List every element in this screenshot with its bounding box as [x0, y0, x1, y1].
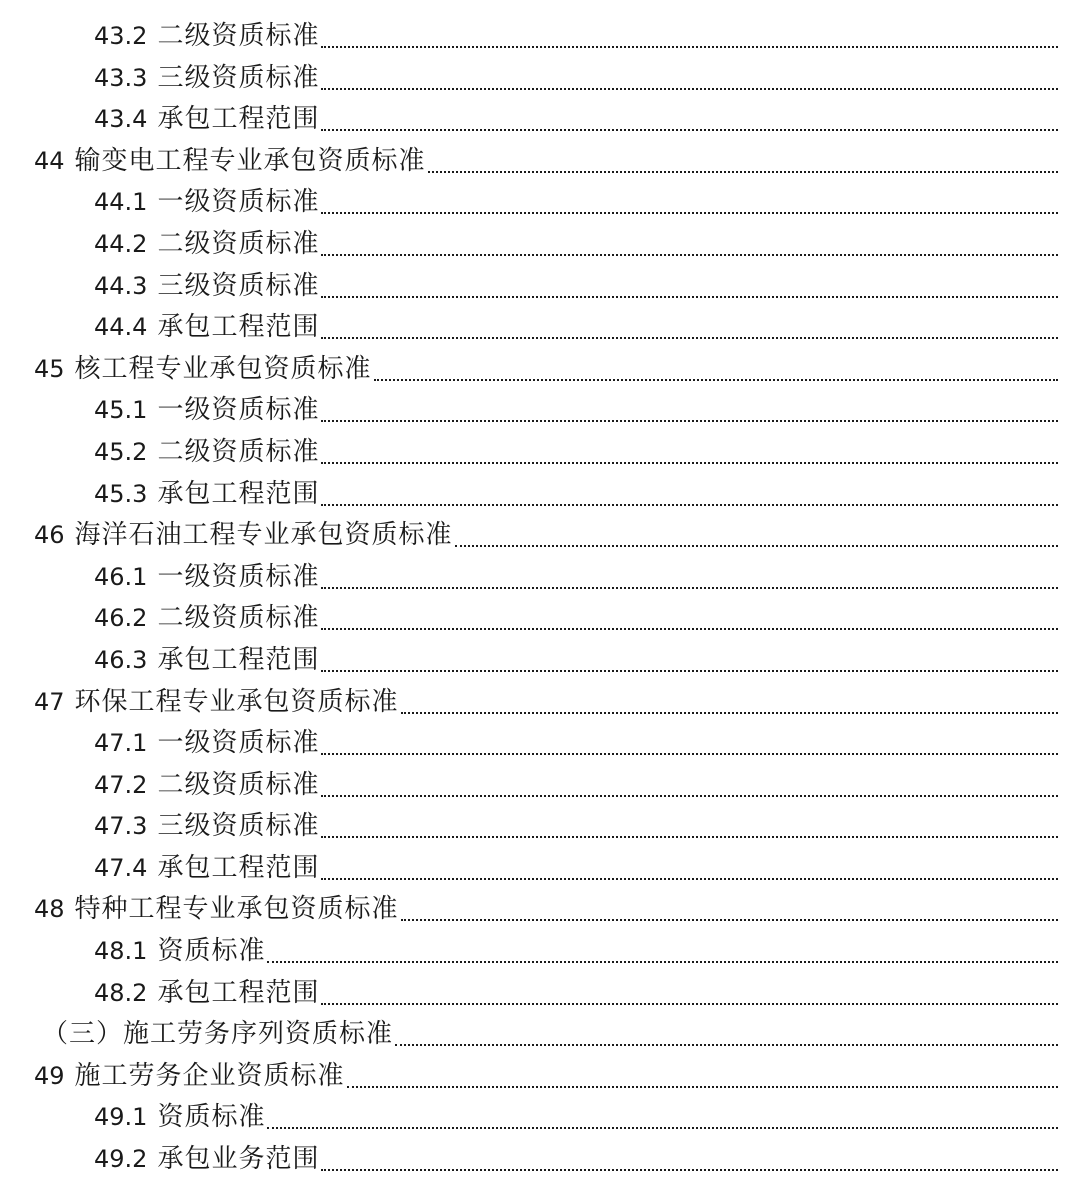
- toc-entry-title: 海洋石油工程专业承包资质标准: [74, 520, 453, 551]
- toc-subsection-entry: [0, 723, 1066, 765]
- dot-leader: [321, 182, 1058, 224]
- toc-entry-number: 48: [34, 895, 65, 924]
- dot-leader: [321, 557, 1058, 599]
- toc-subsection-entry: [0, 307, 1066, 349]
- toc-entry-label: [94, 58, 319, 100]
- toc-entry-title: 二级资质标准: [157, 21, 320, 51]
- dot-leader: [321, 640, 1058, 682]
- toc-entry-number: 47.4: [94, 853, 148, 882]
- toc-subsection-entry: [0, 58, 1066, 100]
- toc-entry-label: [94, 474, 319, 516]
- toc-entry-label: [94, 723, 319, 765]
- toc-entry-title: 一级资质标准: [157, 395, 320, 426]
- toc-entry-title: 三级资质标准: [157, 62, 320, 93]
- dot-leader: [321, 432, 1058, 474]
- toc-entry-title: 承包工程范围: [157, 977, 320, 1008]
- toc-subsection-entry: [0, 1139, 1066, 1181]
- toc-entry-title: 承包业务范围: [157, 1144, 320, 1175]
- toc-entry-label: [94, 806, 319, 848]
- toc-entry-number: 45.1: [94, 396, 148, 425]
- toc-entry-number: 44.1: [94, 188, 148, 217]
- dot-leader: [374, 349, 1058, 391]
- toc-entry-number: 47: [34, 687, 65, 716]
- toc-entry-number: 45.2: [94, 437, 148, 466]
- dot-leader: [321, 806, 1058, 848]
- toc-entry-title: 资质标准: [157, 936, 266, 967]
- toc-subsection-entry: [0, 432, 1066, 474]
- toc-entry-number: 45: [34, 354, 65, 383]
- toc-chapter-entry: [0, 349, 1066, 391]
- toc-subsection-entry: [0, 99, 1066, 141]
- toc-entry-title: 一级资质标准: [157, 187, 320, 218]
- toc-entry-label: [94, 598, 319, 640]
- toc-subsection-entry: [0, 931, 1066, 973]
- toc-entry-label: [94, 432, 319, 474]
- toc-entry-title: 一级资质标准: [157, 561, 320, 592]
- toc-entry-number: 47.1: [94, 729, 148, 758]
- toc-entry-label: [34, 141, 426, 183]
- toc-entry-title: 三级资质标准: [157, 811, 320, 842]
- toc-entry-label: [42, 1014, 393, 1056]
- toc-entry-title: 承包工程范围: [157, 644, 320, 675]
- dot-leader: [401, 889, 1058, 931]
- dot-leader: [267, 1097, 1058, 1139]
- toc-entry-label: [94, 224, 319, 266]
- toc-subsection-entry: [0, 765, 1066, 807]
- toc-entry-label: [94, 99, 319, 141]
- toc-entry-number: 49: [34, 1061, 65, 1090]
- toc-entry-number: 43.4: [94, 105, 148, 134]
- dot-leader: [321, 307, 1058, 349]
- toc-entry-number: 46.1: [94, 562, 148, 591]
- toc-entry-label: [94, 182, 319, 224]
- toc-entry-label: [94, 931, 265, 973]
- toc-entry-number: 47.3: [94, 812, 148, 841]
- toc-section-heading: [0, 1014, 1066, 1056]
- toc-entry-number: 46: [34, 521, 65, 550]
- toc-entry-title: 三级资质标准: [157, 270, 320, 301]
- toc-subsection-entry: [0, 806, 1066, 848]
- toc-entry-label: [94, 973, 319, 1015]
- toc-entry-number: 49.1: [94, 1103, 148, 1132]
- dot-leader: [395, 1014, 1058, 1056]
- toc-entry-title: 环保工程专业承包资质标准: [74, 686, 399, 717]
- toc-entry-label: [94, 848, 319, 890]
- dot-leader: [267, 931, 1058, 973]
- toc-entry-title: 承包工程范围: [157, 852, 320, 883]
- toc-entry-title: 二级资质标准: [157, 603, 320, 634]
- toc-subsection-entry: [0, 640, 1066, 682]
- toc-entry-title: 特种工程专业承包资质标准: [74, 894, 399, 925]
- toc-entry-label: [34, 515, 453, 557]
- toc-entry-label: [94, 640, 319, 682]
- toc-entry-title: 二级资质标准: [157, 436, 320, 467]
- toc-subsection-entry: [0, 598, 1066, 640]
- toc-entry-label: [94, 765, 319, 807]
- toc-entry-title: 二级资质标准: [157, 769, 320, 800]
- toc-entry-label: [94, 307, 319, 349]
- toc-subsection-entry: [0, 390, 1066, 432]
- toc-entry-number: 44: [34, 146, 65, 175]
- toc-entry-title: 一级资质标准: [157, 728, 320, 759]
- dot-leader: [347, 1056, 1058, 1098]
- toc-entry-title: 输变电工程专业承包资质标准: [74, 145, 426, 176]
- dot-leader: [321, 848, 1058, 890]
- toc-entry-number: 44.2: [94, 229, 148, 258]
- toc-entry-label: [94, 390, 319, 432]
- toc-entry-number: 48.1: [94, 937, 148, 966]
- dot-leader: [428, 141, 1058, 183]
- toc-subsection-entry: [0, 266, 1066, 308]
- dot-leader: [321, 266, 1058, 308]
- toc-entry-number: 48.2: [94, 978, 148, 1007]
- dot-leader: [321, 598, 1058, 640]
- toc-entry-label: [34, 682, 399, 724]
- toc-entry-number: 49.2: [94, 1145, 148, 1174]
- dot-leader: [321, 765, 1058, 807]
- toc-entry-title: 承包工程范围: [157, 478, 320, 509]
- toc-entry-label: [94, 1097, 265, 1139]
- toc-subsection-entry: [0, 557, 1066, 599]
- toc-entry-label: [94, 557, 319, 599]
- toc-entry-number: 44.4: [94, 313, 148, 342]
- toc-subsection-entry: [0, 16, 1066, 58]
- toc-entry-number: 47.2: [94, 770, 148, 799]
- dot-leader: [321, 1139, 1058, 1181]
- dot-leader: [321, 224, 1058, 266]
- toc-entry-title: 承包工程范围: [157, 312, 320, 343]
- toc-entry-title: 资质标准: [157, 1102, 266, 1133]
- toc-entry-label: [94, 266, 319, 308]
- toc-subsection-entry: [0, 973, 1066, 1015]
- toc-entry-number: 46.2: [94, 604, 148, 633]
- toc-chapter-entry: [0, 515, 1066, 557]
- dot-leader: [321, 16, 1058, 58]
- dot-leader: [321, 58, 1058, 100]
- toc-entry-number: 46.3: [94, 645, 148, 674]
- dot-leader: [321, 99, 1058, 141]
- toc-entry-label: [34, 349, 372, 391]
- toc-subsection-entry: [0, 182, 1066, 224]
- toc-entry-label: [94, 16, 319, 58]
- dot-leader: [321, 474, 1058, 516]
- dot-leader: [455, 515, 1058, 557]
- toc-subsection-entry: [0, 848, 1066, 890]
- dot-leader: [321, 723, 1058, 765]
- toc-entry-number: 44.3: [94, 271, 148, 300]
- toc-chapter-entry: [0, 889, 1066, 931]
- toc-entry-number: 43.2: [94, 22, 148, 50]
- toc-chapter-entry: [0, 141, 1066, 183]
- table-of-contents: [0, 16, 1066, 1181]
- toc-entry-label: [94, 1139, 319, 1181]
- toc-chapter-entry: [0, 1056, 1066, 1098]
- toc-entry-title: 二级资质标准: [157, 228, 320, 259]
- toc-entry-number: 43.3: [94, 63, 148, 92]
- toc-chapter-entry: [0, 682, 1066, 724]
- toc-subsection-entry: [0, 224, 1066, 266]
- toc-entry-title: 承包工程范围: [157, 104, 320, 135]
- dot-leader: [401, 682, 1058, 724]
- dot-leader: [321, 973, 1058, 1015]
- toc-entry-label: [34, 889, 399, 931]
- dot-leader: [321, 390, 1058, 432]
- toc-entry-title: 施工劳务企业资质标准: [74, 1060, 345, 1091]
- toc-entry-number: 45.3: [94, 479, 148, 508]
- toc-subsection-entry: [0, 1097, 1066, 1139]
- toc-entry-title: （三）施工劳务序列资质标准: [42, 1019, 394, 1050]
- toc-subsection-entry: [0, 474, 1066, 516]
- toc-entry-label: [34, 1056, 345, 1098]
- toc-entry-title: 核工程专业承包资质标准: [74, 353, 372, 384]
